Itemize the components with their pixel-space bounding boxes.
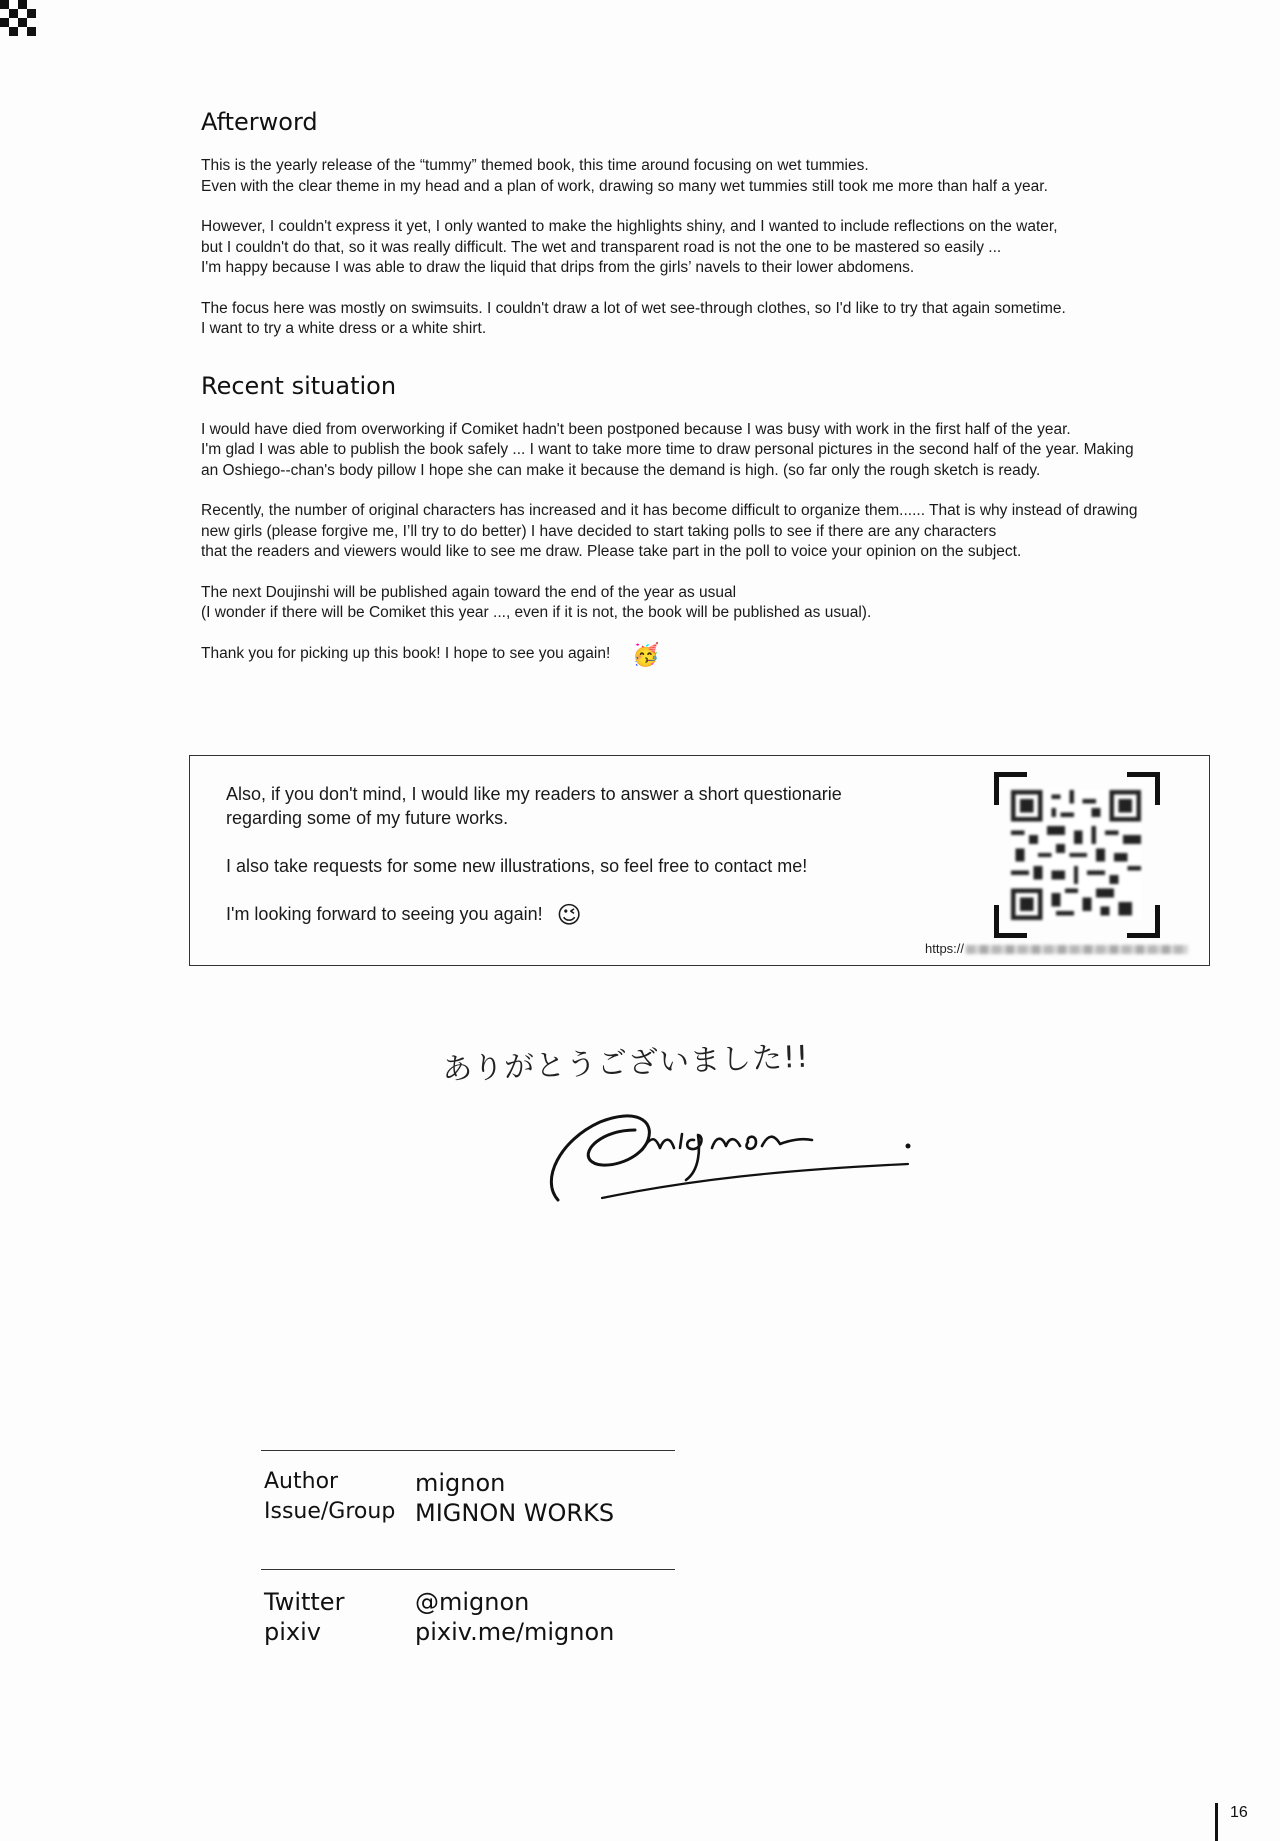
credit-row [261, 1499, 675, 1529]
questionnaire-url[interactable]: https:// [925, 941, 1188, 956]
questionnaire-notice [189, 755, 1210, 966]
notice-line: I'm looking forward to seeing you again! [226, 904, 543, 924]
credit-value: MIGNON WORKS [415, 1499, 615, 1527]
credit-label: Twitter [264, 1588, 345, 1616]
closing-line: Thank you for picking up this book! I hope to see you again! 🥳 [201, 641, 660, 667]
afterword-heading: Afterword [201, 108, 318, 136]
signature-mark [430, 1030, 930, 1210]
notice-text [226, 782, 906, 952]
page-number: 16 [1215, 1803, 1248, 1841]
thanks-handwriting: ありがとうございました!! [441, 1039, 810, 1088]
recent-paragraph: Recently, the number of original characters has increased and it has become difficult to organize them...... That is why instead of drawing new girls (please forgive me, I’ll try to do better) I have decided to start taking polls to see if there are any characters that the readers and viewers would like to see me draw. Please take part in the poll to voice your opinion on the subject. [201, 502, 1138, 560]
credit-value: mignon [415, 1469, 506, 1497]
author-signature [430, 1030, 930, 1210]
afterword-paragraph: The focus here was mostly on swimsuits. I couldn't draw a lot of wet see-through clothes, so I'd like to try that again sometime. I want to try a white dress or a white shirt. [201, 299, 1066, 337]
blurred-url [966, 945, 1188, 954]
registration-mark [0, 0, 36, 36]
afterword-paragraph: However, I couldn't express it yet, I only wanted to make the highlights shiny, and I wanted to include reflections on the water, but I couldn't do that, so it was really difficult. The wet and transparent road is not the one to be mastered so easily ... I'm happy because I was able to draw the liquid that drips from the girls’ navels to their lower abdomens. [201, 218, 1058, 276]
recent-paragraph: The next Doujinshi will be published again toward the end of the year as usual (I wonder if there will be Comiket this year ..., even if it is not, the book will be published as usual). [201, 583, 872, 621]
qr-code[interactable] [994, 772, 1160, 938]
recent-situation-heading: Recent situation [201, 371, 397, 400]
notice-line: I also take requests for some new illustrations, so feel free to contact me! [226, 856, 808, 876]
credit-row [261, 1588, 675, 1618]
party-face-icon: 🥳 [632, 641, 660, 667]
wink-face-icon: 😉 [556, 902, 582, 929]
credit-row [261, 1469, 675, 1499]
credits-group-social [261, 1570, 675, 1648]
document-body [201, 108, 1221, 685]
credit-value: @mignon [415, 1588, 530, 1616]
credits-block [261, 1450, 675, 1648]
qr-code-icon [1011, 790, 1141, 920]
credit-value: pixiv.me/mignon [415, 1618, 615, 1646]
credit-label: Issue/Group [264, 1499, 396, 1524]
recent-paragraph: I would have died from overworking if Comiket hadn't been postponed because I was busy with work in the first half of the year. I'm glad I was able to publish the book safely ... I want to take more time to draw personal pictures in the second half of the year. Making an Oshiego--chan's body pillow I hope she can make it because the demand is high. (so far only the rough sketch is ready. [201, 420, 1134, 479]
afterword-paragraph: This is the yearly release of the “tummy” themed book, this time around focusing on wet tummies. Even with the clear theme in my head and a plan of work, drawing so many wet tummies still took me more than half a year. [201, 157, 1048, 195]
notice-line: regarding some of my future works. [226, 808, 509, 828]
credit-row [261, 1618, 675, 1648]
notice-line: Also, if you don't mind, I would like my readers to answer a short questionarie [226, 784, 842, 804]
credits-group-publication [261, 1451, 675, 1529]
credit-label: Author [264, 1469, 339, 1494]
credit-label: pixiv [264, 1618, 321, 1646]
